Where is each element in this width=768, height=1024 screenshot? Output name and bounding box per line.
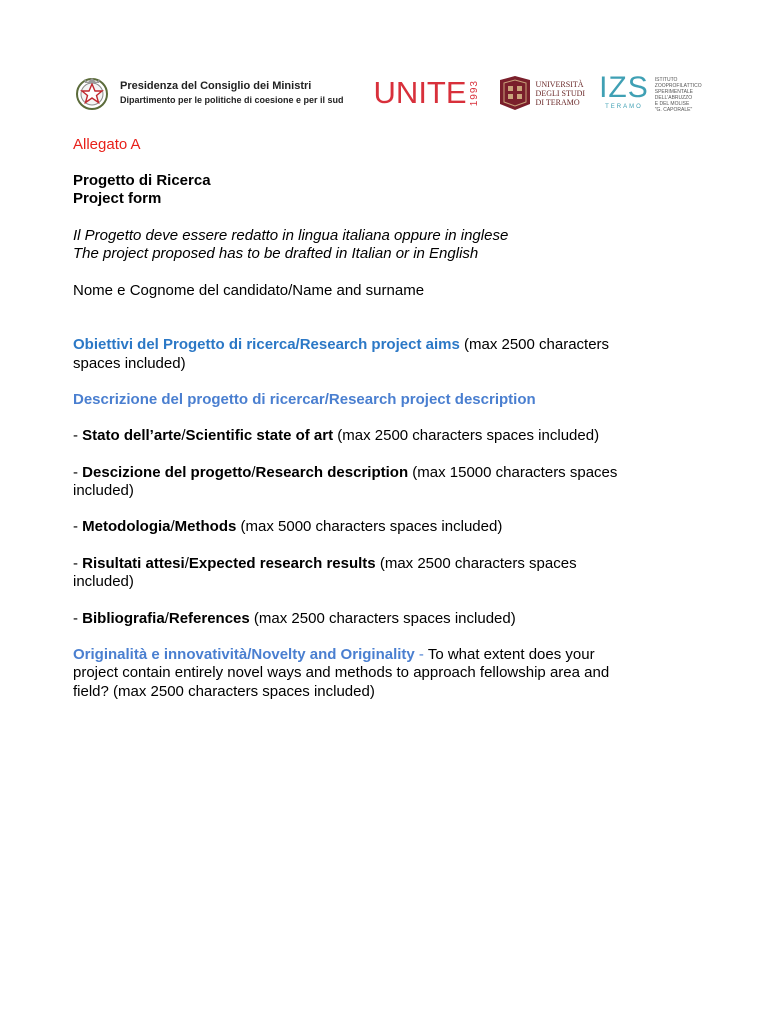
expected-results-limit-cont: included): [73, 573, 134, 590]
state-limit: (max 2500 characters spaces included): [333, 427, 600, 444]
method-slash: /: [170, 518, 175, 535]
descr-dash: -: [73, 464, 83, 481]
univ-line3: DI TERAMO: [535, 97, 580, 107]
izs-city: TERAMO: [605, 104, 643, 110]
unite-wordmark: UNITE: [373, 75, 467, 110]
title-italian: Progetto di Ricerca: [73, 172, 211, 189]
government-logo: [72, 73, 344, 113]
descr-label-it: Descizione del progetto: [82, 464, 252, 481]
title-english: Project form: [73, 190, 162, 207]
univ-line2: DEGLI STUDI: [535, 88, 586, 98]
descr-slash: /: [251, 464, 256, 481]
research-description-limit-cont: included): [73, 482, 134, 499]
novelty-limit: (max 2500 characters spaces included): [113, 683, 375, 700]
aims-heading: Obiettivi del Progetto di ricerca/Research project aims: [73, 336, 460, 353]
biblio-limit: (max 2500 characters spaces included): [249, 610, 516, 627]
aims-limit: (max 2500 characters: [459, 336, 610, 353]
izs-line4: DELL'ABRUZZO: [654, 95, 693, 101]
state-of-art-item: [73, 427, 599, 445]
results-dash: -: [73, 555, 83, 572]
novelty-section: [73, 646, 595, 664]
izs-line5: E DEL MOLISE: [654, 101, 690, 107]
unite-year: 1993: [468, 79, 480, 107]
univ-line1: UNIVERSITÀ: [535, 79, 584, 89]
description-heading: Descrizione del progetto di ricercar/Research project description: [73, 391, 536, 408]
method-label-it: Metodologia: [82, 518, 171, 535]
biblio-label-en: References: [168, 610, 250, 627]
aims-section: [73, 336, 609, 354]
results-label-en: Expected research results: [188, 555, 376, 572]
results-label-it: Risultati attesi: [82, 555, 185, 572]
unite-logo: [374, 76, 480, 110]
descr-limit: (max 15000 characters spaces: [408, 464, 618, 481]
expected-results-item: [73, 555, 577, 573]
izs-wordmark: IZS: [599, 71, 649, 104]
novelty-q3: field?: [73, 683, 114, 700]
descr-label-en: Research description: [255, 464, 409, 481]
method-limit: (max 5000 characters spaces included): [236, 518, 503, 535]
izs-line1: ISTITUTO: [654, 77, 678, 83]
language-note-english: The project proposed has to be drafted in Italian or in English: [73, 245, 479, 262]
aims-limit-cont: spaces included): [73, 355, 186, 372]
method-label-en: Methods: [174, 518, 237, 535]
izs-line3: SPERIMENTALE: [654, 89, 694, 95]
izs-line6: "G. CAPORALE": [654, 107, 693, 113]
novelty-heading: Originalità e innovatività/Novelty and Originality: [73, 646, 415, 663]
method-dash: -: [73, 518, 83, 535]
state-label-en: Scientific state of art: [185, 427, 334, 444]
biblio-label-it: Bibliografia: [82, 610, 165, 627]
biblio-slash: /: [164, 610, 169, 627]
methods-item: [73, 518, 502, 536]
university-teramo-logo: [498, 74, 586, 112]
state-slash: /: [181, 427, 186, 444]
novelty-question-line2: project contain entirely novel ways and methods to approach fellowship area and: [73, 664, 610, 681]
italian-emblem-icon: [72, 73, 112, 113]
state-label-it: Stato dell’arte: [82, 427, 182, 444]
state-dash: -: [73, 427, 83, 444]
candidate-name-label: Nome e Cognome del candidato/Name and surname: [73, 282, 425, 299]
novelty-separator: -: [414, 646, 428, 663]
novelty-question-line3: [73, 683, 375, 701]
results-limit: (max 2500 characters spaces: [375, 555, 577, 572]
results-slash: /: [184, 555, 189, 572]
biblio-dash: -: [73, 610, 83, 627]
allegato-label: Allegato A: [73, 136, 141, 153]
gov-department: Dipartimento per le politiche di coesione e per il sud: [120, 95, 344, 105]
izs-logo: [599, 73, 702, 113]
research-description-item: [73, 464, 617, 482]
university-seal-icon: [498, 74, 532, 112]
novelty-question-line1: To what extent does your: [427, 646, 595, 663]
izs-line2: ZOOPROFILATTICO: [654, 83, 702, 89]
references-item: [73, 610, 516, 628]
language-note-italian: Il Progetto deve essere redatto in lingua italiana oppure in inglese: [73, 227, 509, 244]
gov-title: Presidenza del Consiglio dei Ministri: [120, 80, 312, 92]
header-logo-banner: [72, 66, 702, 120]
